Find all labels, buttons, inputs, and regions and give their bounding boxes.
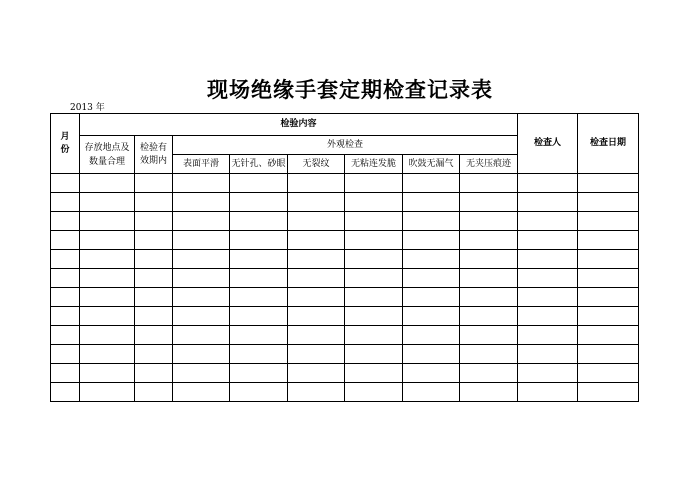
blank-cell[interactable] bbox=[135, 383, 173, 402]
blank-cell[interactable] bbox=[578, 250, 639, 269]
inspection-record-table bbox=[50, 113, 639, 402]
inspector-header: 检查人 bbox=[518, 114, 578, 174]
blank-cell[interactable] bbox=[578, 231, 639, 250]
blank-cell[interactable] bbox=[578, 288, 639, 307]
blank-cell[interactable] bbox=[518, 383, 578, 402]
blank-cell[interactable] bbox=[403, 364, 460, 383]
month-header: 月份 bbox=[51, 114, 80, 174]
blank-cell[interactable] bbox=[173, 231, 230, 250]
blank-cell[interactable] bbox=[403, 307, 460, 326]
blank-cell[interactable] bbox=[345, 269, 403, 288]
blank-cell[interactable] bbox=[345, 193, 403, 212]
blank-cell[interactable] bbox=[51, 174, 80, 193]
blank-cell[interactable] bbox=[230, 269, 288, 288]
blank-cell[interactable] bbox=[51, 326, 80, 345]
year-label: 2013 年 bbox=[70, 103, 105, 113]
blank-cell[interactable] bbox=[288, 383, 345, 402]
table-row bbox=[51, 174, 639, 193]
blank-cell[interactable] bbox=[578, 193, 639, 212]
blank-cell[interactable] bbox=[230, 383, 288, 402]
blank-cell[interactable] bbox=[403, 212, 460, 231]
blank-cell[interactable] bbox=[51, 364, 80, 383]
blank-cell[interactable] bbox=[173, 212, 230, 231]
blank-cell[interactable] bbox=[460, 174, 518, 193]
blank-cell[interactable] bbox=[578, 345, 639, 364]
blank-cell[interactable] bbox=[345, 383, 403, 402]
table-row bbox=[51, 326, 639, 345]
blank-cell[interactable] bbox=[518, 174, 578, 193]
page-title: 现场绝缘手套定期检查记录表 bbox=[207, 78, 493, 102]
blank-cell[interactable] bbox=[518, 307, 578, 326]
table-row bbox=[51, 307, 639, 326]
blank-cell[interactable] bbox=[345, 364, 403, 383]
table-row bbox=[51, 364, 639, 383]
blank-cell[interactable] bbox=[173, 345, 230, 364]
blank-cell[interactable] bbox=[518, 212, 578, 231]
blank-cell[interactable] bbox=[135, 212, 173, 231]
blank-cell[interactable] bbox=[80, 288, 135, 307]
blank-cell[interactable] bbox=[230, 345, 288, 364]
table-row bbox=[51, 193, 639, 212]
blank-cell[interactable] bbox=[345, 307, 403, 326]
blank-cell[interactable] bbox=[51, 269, 80, 288]
table-row bbox=[51, 269, 639, 288]
blank-cell[interactable] bbox=[578, 307, 639, 326]
blank-cell[interactable] bbox=[135, 250, 173, 269]
blank-cell[interactable] bbox=[578, 364, 639, 383]
table-row bbox=[51, 383, 639, 402]
blank-cell[interactable] bbox=[518, 250, 578, 269]
blank-cell[interactable] bbox=[135, 269, 173, 288]
appearance-item: 吹鼓无漏气 bbox=[403, 155, 460, 174]
blank-cell[interactable] bbox=[80, 193, 135, 212]
appearance-item: 无粘连发脆 bbox=[345, 155, 403, 174]
blank-cell[interactable] bbox=[51, 383, 80, 402]
blank-cell[interactable] bbox=[51, 193, 80, 212]
blank-cell[interactable] bbox=[80, 345, 135, 364]
blank-cell[interactable] bbox=[403, 193, 460, 212]
blank-cell[interactable] bbox=[518, 269, 578, 288]
blank-cell[interactable] bbox=[135, 193, 173, 212]
blank-cell[interactable] bbox=[230, 364, 288, 383]
table-row bbox=[51, 250, 639, 269]
blank-cell[interactable] bbox=[288, 269, 345, 288]
blank-cell[interactable] bbox=[173, 326, 230, 345]
inspection-content-header: 检验内容 bbox=[80, 114, 518, 136]
blank-cell[interactable] bbox=[288, 326, 345, 345]
blank-cell[interactable] bbox=[135, 364, 173, 383]
blank-cell[interactable] bbox=[51, 307, 80, 326]
blank-cell[interactable] bbox=[135, 345, 173, 364]
blank-cell[interactable] bbox=[230, 326, 288, 345]
blank-cell[interactable] bbox=[345, 231, 403, 250]
blank-cell[interactable] bbox=[460, 364, 518, 383]
blank-cell[interactable] bbox=[403, 383, 460, 402]
blank-cell[interactable] bbox=[173, 193, 230, 212]
blank-cell[interactable] bbox=[173, 288, 230, 307]
blank-cell[interactable] bbox=[345, 288, 403, 307]
blank-cell[interactable] bbox=[230, 193, 288, 212]
blank-cell[interactable] bbox=[173, 250, 230, 269]
blank-cell[interactable] bbox=[518, 288, 578, 307]
blank-cell[interactable] bbox=[288, 174, 345, 193]
blank-cell[interactable] bbox=[288, 193, 345, 212]
table-row bbox=[51, 345, 639, 364]
blank-cell[interactable] bbox=[403, 231, 460, 250]
storage-header: 存放地点及数量合理 bbox=[80, 136, 135, 174]
blank-cell[interactable] bbox=[51, 212, 80, 231]
blank-cell[interactable] bbox=[80, 174, 135, 193]
blank-cell[interactable] bbox=[135, 174, 173, 193]
blank-cell[interactable] bbox=[135, 326, 173, 345]
blank-cell[interactable] bbox=[460, 326, 518, 345]
blank-cell[interactable] bbox=[518, 326, 578, 345]
blank-cell[interactable] bbox=[288, 288, 345, 307]
appearance-item: 无夹压痕迹 bbox=[460, 155, 518, 174]
blank-cell[interactable] bbox=[288, 212, 345, 231]
blank-cell[interactable] bbox=[288, 364, 345, 383]
table-row bbox=[51, 212, 639, 231]
blank-cell[interactable] bbox=[345, 345, 403, 364]
blank-cell[interactable] bbox=[403, 326, 460, 345]
blank-cell[interactable] bbox=[518, 193, 578, 212]
blank-cell[interactable] bbox=[135, 307, 173, 326]
blank-cell[interactable] bbox=[288, 250, 345, 269]
blank-cell[interactable] bbox=[403, 345, 460, 364]
blank-cell[interactable] bbox=[230, 174, 288, 193]
blank-cell[interactable] bbox=[173, 383, 230, 402]
blank-cell[interactable] bbox=[51, 345, 80, 364]
blank-cell[interactable] bbox=[230, 212, 288, 231]
blank-cell[interactable] bbox=[578, 383, 639, 402]
blank-cell[interactable] bbox=[173, 174, 230, 193]
blank-cell[interactable] bbox=[51, 288, 80, 307]
blank-cell[interactable] bbox=[578, 212, 639, 231]
blank-cell[interactable] bbox=[230, 307, 288, 326]
blank-cell[interactable] bbox=[80, 212, 135, 231]
blank-cell[interactable] bbox=[403, 174, 460, 193]
blank-cell[interactable] bbox=[345, 326, 403, 345]
blank-cell[interactable] bbox=[518, 231, 578, 250]
blank-cell[interactable] bbox=[80, 269, 135, 288]
blank-cell[interactable] bbox=[288, 307, 345, 326]
blank-cell[interactable] bbox=[288, 231, 345, 250]
blank-cell[interactable] bbox=[173, 364, 230, 383]
blank-cell[interactable] bbox=[460, 250, 518, 269]
blank-cell[interactable] bbox=[460, 231, 518, 250]
blank-cell[interactable] bbox=[80, 383, 135, 402]
blank-cell[interactable] bbox=[51, 231, 80, 250]
blank-cell[interactable] bbox=[460, 345, 518, 364]
blank-cell[interactable] bbox=[403, 250, 460, 269]
blank-cell[interactable] bbox=[518, 364, 578, 383]
blank-cell[interactable] bbox=[230, 231, 288, 250]
blank-cell[interactable] bbox=[230, 288, 288, 307]
blank-cell[interactable] bbox=[135, 288, 173, 307]
blank-cell[interactable] bbox=[460, 269, 518, 288]
table-row bbox=[51, 231, 639, 250]
blank-cell[interactable] bbox=[80, 364, 135, 383]
blank-cell[interactable] bbox=[230, 250, 288, 269]
blank-cell[interactable] bbox=[460, 383, 518, 402]
appearance-item: 表面平滑 bbox=[173, 155, 230, 174]
blank-cell[interactable] bbox=[173, 269, 230, 288]
blank-cell[interactable] bbox=[403, 269, 460, 288]
blank-cell[interactable] bbox=[51, 250, 80, 269]
blank-cell[interactable] bbox=[173, 307, 230, 326]
appearance-item: 无裂纹 bbox=[288, 155, 345, 174]
appearance-item: 无针孔、砂眼 bbox=[230, 155, 288, 174]
inspection-date-header: 检查日期 bbox=[578, 114, 639, 174]
blank-cell[interactable] bbox=[345, 212, 403, 231]
blank-cell[interactable] bbox=[460, 212, 518, 231]
blank-cell[interactable] bbox=[80, 326, 135, 345]
blank-cell[interactable] bbox=[460, 307, 518, 326]
blank-cell[interactable] bbox=[135, 231, 173, 250]
blank-cell[interactable] bbox=[578, 326, 639, 345]
blank-cell[interactable] bbox=[80, 231, 135, 250]
blank-cell[interactable] bbox=[578, 269, 639, 288]
blank-cell[interactable] bbox=[403, 288, 460, 307]
blank-cell[interactable] bbox=[288, 345, 345, 364]
blank-cell[interactable] bbox=[80, 250, 135, 269]
appearance-header: 外观检查 bbox=[173, 136, 518, 155]
table-row bbox=[51, 288, 639, 307]
blank-cell[interactable] bbox=[578, 174, 639, 193]
blank-cell[interactable] bbox=[345, 174, 403, 193]
blank-cell[interactable] bbox=[460, 193, 518, 212]
blank-cell[interactable] bbox=[518, 345, 578, 364]
validity-header: 检验有效期内 bbox=[135, 136, 173, 174]
blank-cell[interactable] bbox=[345, 250, 403, 269]
blank-cell[interactable] bbox=[460, 288, 518, 307]
blank-cell[interactable] bbox=[80, 307, 135, 326]
